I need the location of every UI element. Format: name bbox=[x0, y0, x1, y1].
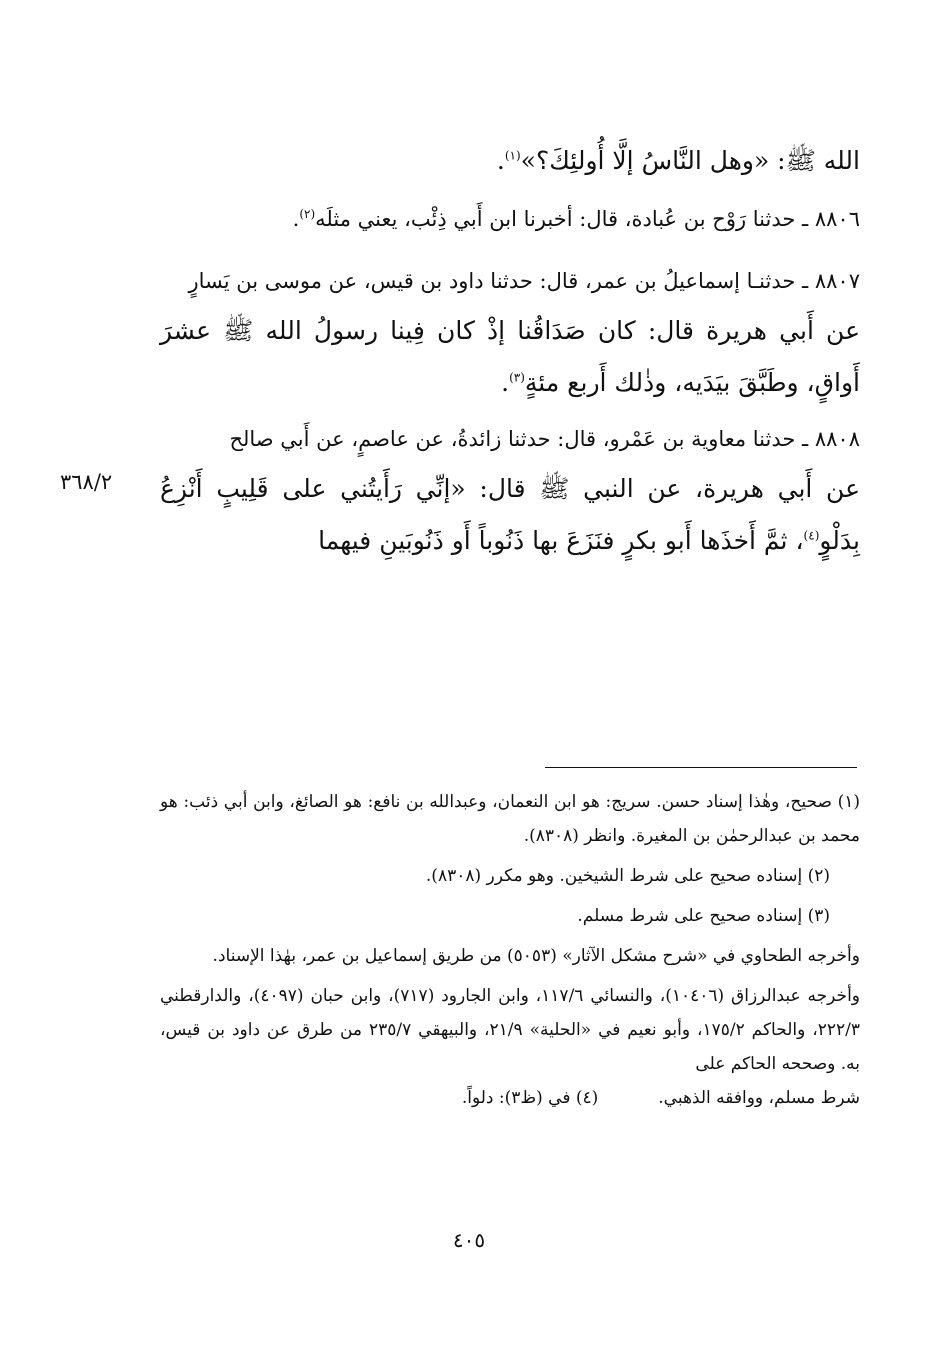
footnote-3-sources: وأخرجه عبدالرزاق (١٠٤٠٦)، والنسائي ١١٧/٦، وابن الجارود (٧١٧)، وابن حبان (٤٠٩٧)، والدارقطني ٢٢٢/٣، والحاكم ١٧٥/٢، وأبو نعيم في «الحلية» ٢١/٩، والبيهقي ٢٣٥/٧ من طرق عن داود بن قيس، به. وصححه الحاكم على bbox=[160, 986, 860, 1074]
footnote-marker[interactable]: (٢) bbox=[299, 207, 316, 221]
footnote-3-continued: وأخرجه الطحاوي في «شرح مشكل الآثار» (٥٠٥٣) من طريق إسماعيل بن عمر، بهٰذا الإسناد. bbox=[212, 946, 860, 966]
footnote-3-end: شرط مسلم، ووافقه الذهبي. bbox=[658, 1088, 860, 1108]
main-text bbox=[160, 135, 860, 567]
footnote-1: (١) صحيح، وهٰذا إسناد حسن. سريج: هو ابن النعمان، وعبدالله بن نافع: هو الصائغ، وابن أبي ذئب: هو محمد بن عبدالرحمٰن بن المغيرة. وانظر (٨٣٠٨). bbox=[160, 792, 860, 846]
footnote-marker[interactable]: (٤) bbox=[803, 528, 820, 543]
footnote-last-line bbox=[160, 1081, 860, 1115]
hadith-8807-matn: عن أَبي هريرة قال: كان صَدَاقُنا إذْ كان فِينا رسولُ الله ﷺ عشرَ أَواقٍ، وطَبَّقَ بيَدَيه، وذٰلك أَربع مئةٍ$^{(٣)}$. bbox=[160, 316, 860, 397]
hadith-8806: ٨٨٠٦ ـ حدثنا رَوْح بن عُبادة، قال: أخبرنا ابن أَبي ذِئْب، يعني مثلَه$^{(٢)}$. bbox=[292, 207, 860, 231]
footnote-marker[interactable]: (١) bbox=[504, 148, 521, 163]
opening-line: الله ﷺ: «وهل النَّاسُ إلَّا أُولئِكَ؟»$^{(١)}$. bbox=[496, 146, 860, 175]
hadith-8808-matn: عن أَبي هريرة، عن النبي ﷺ قال: «إنِّي رَأَيتُني على قَلِيبٍ أَنْزِعُ بِدَلْوٍ$^{(٤)}$، ثمَّ أَخذَها أَبو بكرٍ فنَزَعَ بها ذَنُوباً أَو ذَنُوبَينِ فيهما bbox=[160, 474, 860, 555]
footnote-4: (٤) في (ظ٣): دلواً. bbox=[461, 1088, 599, 1108]
page-number: ٤٠٥ bbox=[452, 1228, 486, 1252]
hadith-8808-isnad: ٨٨٠٨ ـ حدثنا معاوية بن عَمْرو، قال: حدثنا زائدةُ، عن عاصمٍ، عن أَبي صالح bbox=[229, 427, 860, 451]
margin-volume-reference: ٣٦٨/٢ bbox=[60, 470, 113, 494]
footnote-3: (٣) إسناده صحيح على شرط مسلم. bbox=[577, 906, 830, 926]
footnote-separator bbox=[545, 767, 857, 768]
hadith-8807-isnad: ٨٨٠٧ ـ حدثنـا إسماعيلُ بن عمر، قال: حدثنا داود بن قيس، عن موسى بن يَسارٍ bbox=[188, 269, 860, 293]
footnote-marker[interactable]: (٣) bbox=[509, 370, 525, 385]
footnote-2: (٢) إسناده صحيح على شرط الشيخين. وهو مكرر (٨٣٠٨). bbox=[425, 866, 830, 886]
footnotes bbox=[160, 785, 860, 1115]
